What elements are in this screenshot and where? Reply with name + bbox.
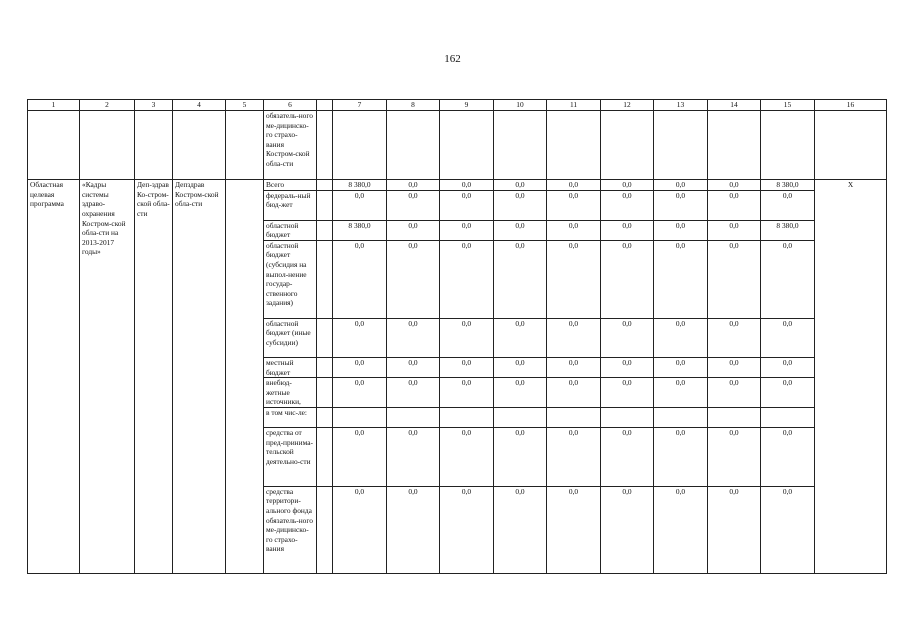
value-cell: 0,0 — [654, 318, 708, 357]
value-cell: 0,0 — [440, 486, 494, 573]
value-cell: 0,0 — [440, 240, 494, 318]
value-cell: 0,0 — [547, 190, 601, 220]
value-cell: 0,0 — [708, 180, 761, 191]
value-cell: 0,0 — [494, 190, 547, 220]
header-cell — [317, 100, 333, 111]
source-label: местный бюджет — [264, 357, 317, 377]
value-cell: 0,0 — [333, 357, 387, 377]
value-cell: 0,0 — [440, 190, 494, 220]
empty-cell — [317, 220, 333, 240]
value-cell: 0,0 — [547, 486, 601, 573]
empty-cell — [226, 180, 264, 574]
value-cell: 0,0 — [601, 486, 654, 573]
value-cell: 0,0 — [654, 220, 708, 240]
empty-cell — [135, 111, 173, 180]
value-cell: 0,0 — [494, 486, 547, 573]
value-cell: 0,0 — [387, 378, 440, 408]
empty-cell — [387, 111, 440, 180]
value-cell: 0,0 — [494, 428, 547, 487]
value-cell: 0,0 — [547, 220, 601, 240]
header-cell: 10 — [494, 100, 547, 111]
value-cell: 0,0 — [440, 378, 494, 408]
empty-cell — [761, 111, 815, 180]
source-label: обязатель-ного ме-дицинско-го страхо-вания Костром-ской обла-сти — [264, 111, 317, 180]
header-cell: 8 — [387, 100, 440, 111]
value-cell: 0,0 — [761, 378, 815, 408]
value-cell: 0,0 — [601, 378, 654, 408]
source-label: областной бюджет (иные субсидии) — [264, 318, 317, 357]
source-label: внебюд-жетные источники, — [264, 378, 317, 408]
value-cell: 0,0 — [761, 318, 815, 357]
col16-cell: Х — [815, 180, 887, 574]
empty-cell — [317, 428, 333, 487]
value-cell — [761, 407, 815, 427]
table-row — [28, 180, 887, 191]
budget-table — [27, 99, 887, 574]
value-cell: 0,0 — [440, 180, 494, 191]
empty-cell — [173, 111, 226, 180]
empty-cell — [815, 111, 887, 180]
empty-cell — [317, 486, 333, 573]
value-cell — [440, 407, 494, 427]
header-cell: 4 — [173, 100, 226, 111]
value-cell — [654, 407, 708, 427]
value-cell: 0,0 — [547, 378, 601, 408]
header-cell: 14 — [708, 100, 761, 111]
value-cell: 0,0 — [601, 190, 654, 220]
value-cell: 0,0 — [547, 180, 601, 191]
value-cell: 0,0 — [761, 486, 815, 573]
source-label: областной бюджет (субсидия на выпол-нение государ-ственного задания) — [264, 240, 317, 318]
value-cell: 0,0 — [708, 318, 761, 357]
value-cell: 0,0 — [761, 240, 815, 318]
value-cell — [494, 407, 547, 427]
value-cell: 0,0 — [494, 180, 547, 191]
source-label: федераль-ный бюд-жет — [264, 190, 317, 220]
empty-cell — [547, 111, 601, 180]
continuation-row — [28, 111, 887, 180]
source-label: областной бюджет — [264, 220, 317, 240]
program-title: «Кадры системы здраво-охранения Костром-ской обла-сти на 2013-2017 годы» — [80, 180, 135, 574]
value-cell: 0,0 — [333, 318, 387, 357]
value-cell: 0,0 — [494, 318, 547, 357]
empty-cell — [333, 111, 387, 180]
value-cell: 0,0 — [601, 220, 654, 240]
value-cell: 0,0 — [708, 240, 761, 318]
value-cell: 0,0 — [547, 240, 601, 318]
value-cell: 0,0 — [440, 318, 494, 357]
source-label: в том чис-ле: — [264, 407, 317, 427]
value-cell: 0,0 — [708, 220, 761, 240]
empty-cell — [317, 111, 333, 180]
value-cell: 0,0 — [761, 428, 815, 487]
header-cell: 2 — [80, 100, 135, 111]
value-cell: 0,0 — [387, 486, 440, 573]
value-cell: 0,0 — [601, 180, 654, 191]
value-cell: 0,0 — [654, 190, 708, 220]
value-cell: 0,0 — [708, 486, 761, 573]
value-cell: 0,0 — [708, 190, 761, 220]
empty-cell — [317, 318, 333, 357]
source-label: Всего — [264, 180, 317, 191]
source-label: средства от пред-принима-тельской деятельно-сти — [264, 428, 317, 487]
value-cell: 0,0 — [387, 428, 440, 487]
value-cell: 0,0 — [387, 357, 440, 377]
value-cell: 0,0 — [654, 486, 708, 573]
value-cell: 0,0 — [333, 378, 387, 408]
empty-cell — [708, 111, 761, 180]
header-cell: 15 — [761, 100, 815, 111]
header-cell: 11 — [547, 100, 601, 111]
value-cell: 0,0 — [547, 318, 601, 357]
empty-cell — [317, 407, 333, 427]
value-cell: 0,0 — [547, 428, 601, 487]
value-cell: 0,0 — [654, 378, 708, 408]
value-cell: 0,0 — [333, 190, 387, 220]
program-coexecutor: Депздрав Костром-ской обла-сти — [173, 180, 226, 574]
header-cell: 3 — [135, 100, 173, 111]
value-cell: 0,0 — [440, 428, 494, 487]
value-cell: 0,0 — [387, 190, 440, 220]
value-cell: 0,0 — [440, 220, 494, 240]
value-cell: 0,0 — [654, 180, 708, 191]
empty-cell — [317, 240, 333, 318]
empty-cell — [494, 111, 547, 180]
value-cell: 8 380,0 — [761, 220, 815, 240]
header-cell: 7 — [333, 100, 387, 111]
header-cell: 5 — [226, 100, 264, 111]
value-cell — [387, 407, 440, 427]
value-cell: 0,0 — [494, 357, 547, 377]
empty-cell — [440, 111, 494, 180]
empty-cell — [601, 111, 654, 180]
empty-cell — [28, 111, 80, 180]
value-cell: 0,0 — [654, 357, 708, 377]
value-cell: 0,0 — [601, 428, 654, 487]
header-cell: 12 — [601, 100, 654, 111]
value-cell: 0,0 — [440, 357, 494, 377]
value-cell: 0,0 — [387, 318, 440, 357]
value-cell: 0,0 — [708, 378, 761, 408]
value-cell: 0,0 — [654, 428, 708, 487]
header-cell: 13 — [654, 100, 708, 111]
value-cell: 0,0 — [601, 318, 654, 357]
value-cell: 8 380,0 — [333, 220, 387, 240]
value-cell: 0,0 — [387, 240, 440, 318]
value-cell: 0,0 — [494, 240, 547, 318]
header-cell: 9 — [440, 100, 494, 111]
header-row — [28, 100, 887, 111]
value-cell: 0,0 — [387, 180, 440, 191]
value-cell: 0,0 — [601, 240, 654, 318]
value-cell — [601, 407, 654, 427]
value-cell — [333, 407, 387, 427]
header-cell: 6 — [264, 100, 317, 111]
value-cell: 8 380,0 — [333, 180, 387, 191]
value-cell: 0,0 — [494, 220, 547, 240]
page-number: 162 — [444, 53, 461, 65]
value-cell — [547, 407, 601, 427]
value-cell: 0,0 — [547, 357, 601, 377]
empty-cell — [317, 180, 333, 191]
value-cell: 0,0 — [333, 240, 387, 318]
program-name: Областная целевая программа — [28, 180, 80, 574]
value-cell: 0,0 — [708, 428, 761, 487]
empty-cell — [80, 111, 135, 180]
value-cell: 0,0 — [761, 357, 815, 377]
value-cell: 0,0 — [333, 486, 387, 573]
value-cell: 0,0 — [761, 190, 815, 220]
value-cell: 0,0 — [387, 220, 440, 240]
value-cell — [708, 407, 761, 427]
empty-cell — [317, 357, 333, 377]
value-cell: 8 380,0 — [761, 180, 815, 191]
header-cell: 16 — [815, 100, 887, 111]
empty-cell — [317, 378, 333, 408]
value-cell: 0,0 — [333, 428, 387, 487]
value-cell: 0,0 — [654, 240, 708, 318]
value-cell: 0,0 — [601, 357, 654, 377]
source-label: средства территори-ального фонда обязатель-ного ме-дицинско-го страхо-вания — [264, 486, 317, 573]
program-executor: Деп-здрав Ко-стром-ской обла-сти — [135, 180, 173, 574]
empty-cell — [654, 111, 708, 180]
header-cell: 1 — [28, 100, 80, 111]
empty-cell — [317, 190, 333, 220]
empty-cell — [226, 111, 264, 180]
value-cell: 0,0 — [708, 357, 761, 377]
value-cell: 0,0 — [494, 378, 547, 408]
